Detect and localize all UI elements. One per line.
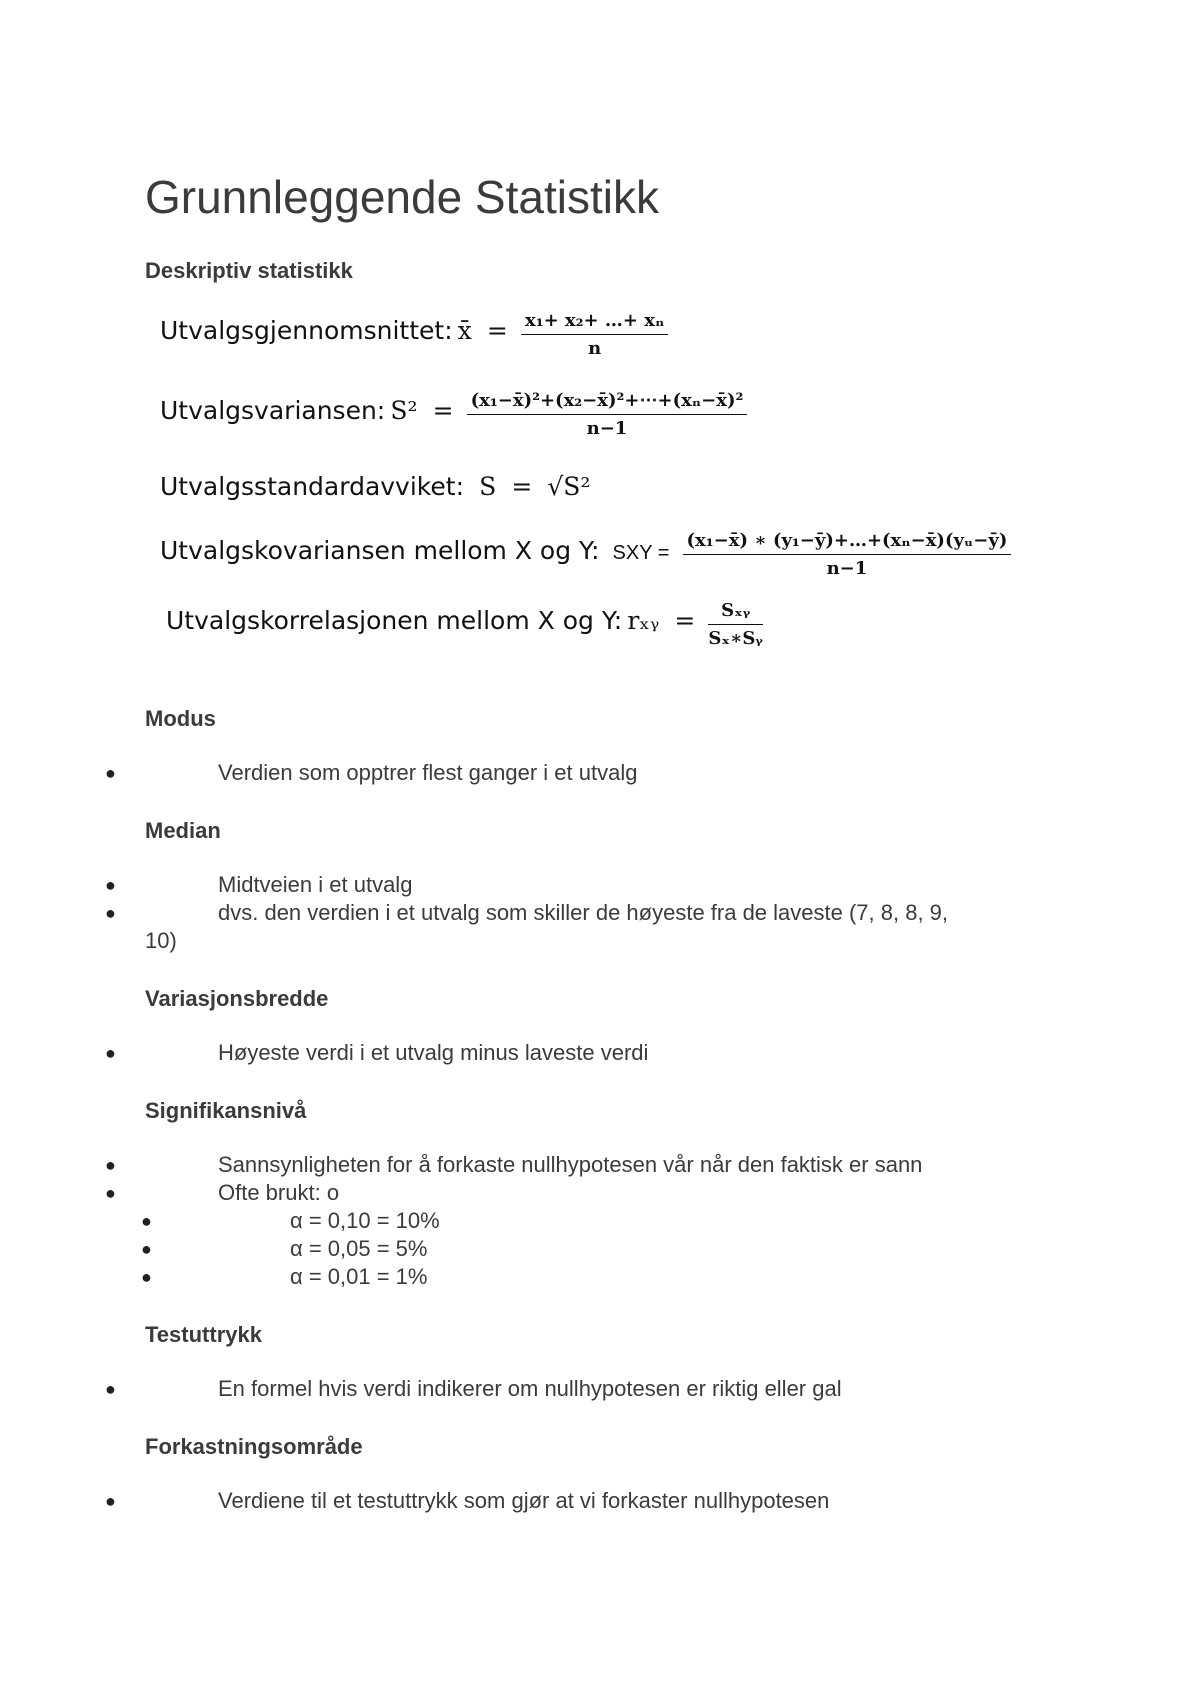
bullet-icon: ● [141,1267,152,1287]
formula-covariance-fraction [683,530,1012,579]
formula-correlation-label: Utvalgskorrelasjonen mellom X og Y: [166,606,623,635]
formula-mean-label: Utvalgsgjennomsnittet: [160,316,453,345]
formula-correlation-lhs: rₓᵧ [627,606,660,635]
list-item: En formel hvis verdi indikerer om nullhypotesen er riktig eller gal [218,1376,842,1401]
formula-mean-numerator: x₁+ x₂+ …+ xₙ [521,310,668,335]
section-heading-rejection: Forkastningsområde [145,1434,363,1459]
formula-covariance-numerator: (x₁−x̄) ∗ (y₁−ȳ)+…+(xₙ−x̄)(yᵤ−ȳ) [683,530,1012,555]
list-item: dvs. den verdien i et utvalg som skiller de høyeste fra de laveste (7, 8, 8, 9, [218,900,949,925]
bullet-icon: ● [105,1379,116,1399]
formula-stddev-rhs: √S² [547,472,591,501]
formula-variance-denominator: n−1 [586,418,628,439]
formula-covariance-label: Utvalgskovariansen mellom X og Y: [160,536,600,565]
formula-covariance-denominator: n−1 [826,558,868,579]
list-item: Høyeste verdi i et utvalg minus laveste verdi [218,1040,649,1065]
formula-variance-fraction [467,390,748,439]
list-subitem: α = 0,10 = 10% [290,1208,440,1233]
list-item: Midtveien i et utvalg [218,872,413,897]
formula-variance-label: Utvalgsvariansen: [160,396,386,425]
bullet-icon: ● [105,1183,116,1203]
bullet-icon: ● [105,1491,116,1511]
bullet-icon: ● [141,1239,152,1259]
bullet-icon: ● [141,1211,152,1231]
formula-variance-lhs: S² [390,396,418,425]
list-item: Verdien som opptrer flest ganger i et utvalg [218,760,638,785]
bullet-icon: ● [105,875,116,895]
formula-stddev-label: Utvalgsstandardavviket: [160,472,464,501]
list-item: Ofte brukt: o [218,1180,340,1205]
formula-correlation-numerator: Sₓᵧ [708,600,762,625]
section-heading-test: Testuttrykk [145,1322,262,1347]
list-item: Sannsynligheten for å forkaste nullhypotesen vår når den faktisk er sann [218,1152,923,1177]
section-heading-modus: Modus [145,706,216,731]
list-item: Verdiene til et testuttrykk som gjør at vi forkaster nullhypotesen [218,1488,830,1513]
formula-mean: Utvalgsgjennomsnittet: x̄ = $\frac{\text{x₁+ x₂+ …+ xₙ}}{n}$ [160,310,668,359]
formula-variance-numerator: (x₁−x̄)²+(x₂−x̄)²+⋯+(xₙ−x̄)² [467,390,748,415]
formula-mean-denominator: n [588,338,602,359]
bullet-icon: ● [105,903,116,923]
formula-stddev: Utvalgsstandardavviket: S = √S² [160,472,591,501]
formula-correlation-fraction [708,600,762,649]
bullet-icon: ● [105,1043,116,1063]
section-heading-median: Median [145,818,221,843]
formula-variance: Utvalgsvariansen: S² = $\frac{\text{(x₁−x̄)²+(x₂−x̄)²+⋯+(xₙ−x̄)²}}{n-1}$ [160,390,747,439]
formula-covariance-lhs: SXY = [612,542,670,564]
formula-correlation-denominator: Sₓ∗Sᵧ [708,628,763,649]
list-item-continuation: 10) [145,928,177,953]
section-heading-range: Variasjonsbredde [145,986,329,1011]
formula-stddev-lhs: S [479,472,497,501]
section-heading-significance: Signifikansnivå [145,1098,307,1123]
formula-mean-fraction [521,310,668,359]
section-heading-descriptive: Deskriptiv statistikk [145,258,353,283]
bullet-icon: ● [105,1155,116,1175]
formula-correlation: Utvalgskorrelasjonen mellom X og Y: rₓᵧ = $\frac{\text{Sₓᵧ}}{\text{Sₓ∗Sᵧ}}$ [166,600,763,649]
formula-mean-lhs: x̄ [457,316,472,345]
list-subitem: α = 0,01 = 1% [290,1264,428,1289]
page-title: Grunnleggende Statistikk [145,171,659,223]
formula-covariance [160,530,1011,579]
list-subitem: α = 0,05 = 5% [290,1236,428,1261]
bullet-icon: ● [105,763,116,783]
